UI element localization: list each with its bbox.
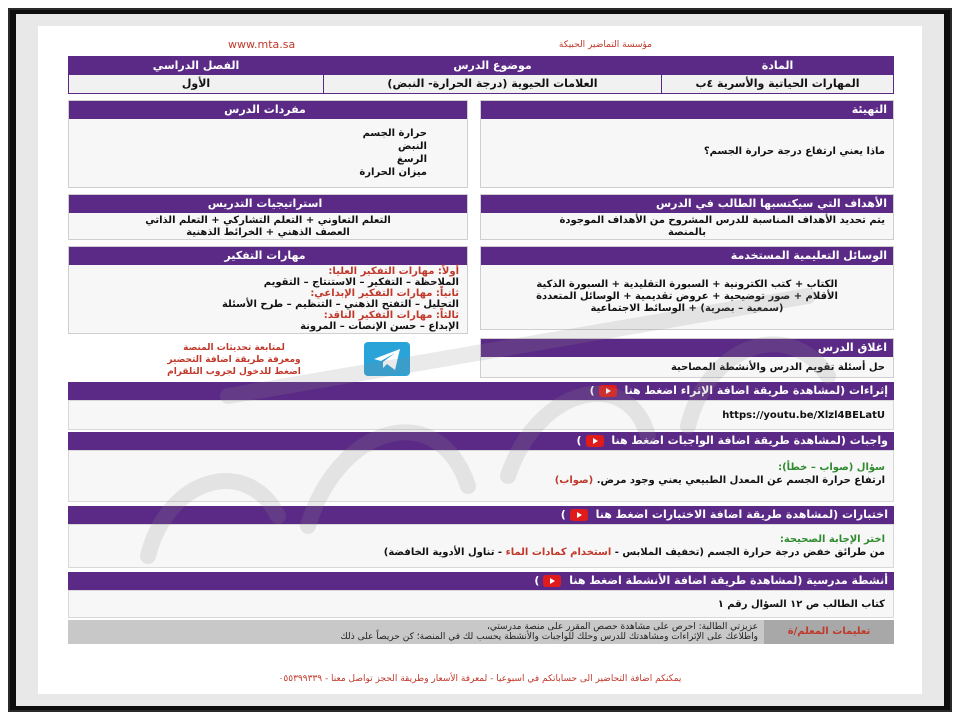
tests-bar[interactable]: اختبارات (لمشاهدة طريقة اضافة الاختبارات اضغط هنا ) <box>68 506 894 524</box>
vocab-item: حرارة الجسم <box>362 128 427 139</box>
youtube-icon[interactable] <box>570 509 588 521</box>
enrichment-title: إثراءات (لمشاهدة طريقة اضافة الإثراء اضغط هنا <box>624 384 888 397</box>
telegram-promo-line: اضغط للدخول لجروب التلقرام <box>167 367 301 377</box>
homework-question-label: سؤال (صواب – خطأ): <box>778 462 885 473</box>
org-name: مؤسسة التماضير الحبيكة <box>558 40 652 50</box>
teacher-notes-line: عزيزتي الطالبة: احرص على مشاهدة حصص المقرر على منصة مدرستي، <box>486 622 758 632</box>
youtube-icon[interactable] <box>543 575 561 587</box>
vocab-item: النبض <box>398 141 427 152</box>
homework-answer: (صواب) <box>554 475 594 486</box>
strategies-line: العصف الذهني + الخرائط الذهنية <box>186 227 350 238</box>
intro-title: التهيئة <box>481 101 893 119</box>
activities-text: كتاب الطالب ص ١٢ السؤال رقم ١ <box>717 599 885 610</box>
vocab-item: ميزان الحرارة <box>359 167 427 178</box>
strategies-title: استراتيجيات التدريس <box>69 195 467 213</box>
activities-body <box>68 590 894 618</box>
youtube-icon[interactable] <box>599 385 617 397</box>
teacher-notes-row <box>68 620 894 644</box>
site-link[interactable]: www.mta.sa <box>228 38 296 51</box>
teacher-notes-label: تعليمات المعلم/ة <box>764 620 894 644</box>
telegram-promo-line: لمتابعة تحديثات المنصة <box>183 343 285 353</box>
topic-value: العلامات الحيوية (درجة الحرارة- النبض) <box>324 75 661 93</box>
strategies-line: التعلم التعاوني + التعلم التشاركي + التعلم الذاتي <box>145 215 391 226</box>
tests-question-start: من طرائق خفض درجة حرارة الجسم (تخفيف الملابس - <box>614 547 885 558</box>
homework-bar[interactable]: واجبات (لمشاهدة طريقة اضافة الواجبات اضغط هنا ) <box>68 432 894 450</box>
vocab-box <box>68 100 468 188</box>
objectives-text-2: بالمنصة <box>668 227 706 238</box>
thinking-box <box>68 246 468 334</box>
telegram-promo[interactable] <box>134 342 334 378</box>
homework-question-text: ارتفاع حرارة الجسم عن المعدل الطبيعي يعني وجود مرض. <box>596 475 885 486</box>
enrichment-link[interactable]: https://youtu.be/Xlzl4BELatU <box>722 410 885 421</box>
thinking-heading-2: ثانياً: مهارات التفكير الإبداعي: <box>310 288 459 299</box>
term-column <box>69 57 323 93</box>
intro-text: ماذا يعني ارتفاع درجة حرارة الجسم؟ <box>703 146 885 157</box>
teacher-notes-line: واطلاعك على الإثراءات ومشاهدتك للدرس وحلك للواجبات والأنشطة يحسب لك في المنصة؛ كن حريصاً على ذلك <box>340 632 758 642</box>
homework-body <box>68 450 894 502</box>
tools-line: الكتاب + كتب الكترونية + السبورة التقليدية + السبورة الذكية <box>536 279 838 290</box>
topic-column <box>323 57 661 93</box>
activities-bar[interactable]: أنشطة مدرسية (لمشاهدة طريقة اضافة الأنشطة اضغط هنا ) <box>68 572 894 590</box>
thinking-heading-1: أولاً: مهارات التفكير العليا: <box>328 266 459 277</box>
lesson-header-table <box>68 56 894 94</box>
activities-title: أنشطة مدرسية (لمشاهدة طريقة اضافة الأنشطة اضغط هنا <box>569 574 888 587</box>
thinking-line-2: التحليل – التفتح الذهني – التنظيم – طرح الأسئلة <box>221 299 459 310</box>
thinking-title: مهارات التفكير <box>69 247 467 265</box>
closing-title: اغلاق الدرس <box>481 339 893 357</box>
tests-question-end: - تناول الأدوية الخافضة) <box>383 547 503 558</box>
thinking-heading-3: ثالثاً: مهارات التفكير الناقد: <box>323 310 459 321</box>
vocab-title: مفردات الدرس <box>69 101 467 119</box>
tools-title: الوسائل التعليمية المستخدمة <box>481 247 893 265</box>
tools-line: (سمعية – بصرية) + الوسائط الاجتماعية <box>590 303 784 314</box>
thinking-line-1: الملاحظة – التفكير – الاستنتاج – التقويم <box>263 277 459 288</box>
closing-box <box>480 338 894 378</box>
objectives-text: يتم تحديد الأهداف المناسبة للدرس المشروح من الأهداف الموجودة <box>559 215 885 226</box>
term-label: الفصل الدراسي <box>69 57 323 75</box>
document-page <box>38 26 922 694</box>
term-value: الأول <box>69 75 323 93</box>
telegram-promo-line: ومعرفة طريقة اضافة التحضير <box>167 355 301 365</box>
top-line <box>38 36 922 52</box>
homework-title: واجبات (لمشاهدة طريقة اضافة الواجبات اضغط هنا <box>611 434 888 447</box>
subject-label: المادة <box>662 57 893 75</box>
teacher-notes-text <box>72 622 758 642</box>
subject-value: المهارات الحياتية والأسرية ٤ب <box>662 75 893 93</box>
objectives-box <box>480 194 894 240</box>
youtube-icon[interactable] <box>586 435 604 447</box>
tools-line: الأقلام + صور توضيحية + عروض تقديمية + الوسائل المتعددة <box>536 291 838 302</box>
tests-body <box>68 524 894 568</box>
thinking-line-3: الإبداع – حسن الإنصات – المرونة <box>300 321 459 332</box>
tests-title: اختبارات (لمشاهدة طريقة اضافة الاختبارات اضغط هنا <box>595 508 888 521</box>
topic-label: موضوع الدرس <box>324 57 661 75</box>
footer-text: يمكنكم اضافة التحاضير الى حساباتكم في اسبوعيا - لمعرفة الأسعار وطريقة الحجز تواصل معنا - ٠٥٥٣٩٩٣٣٩ <box>278 674 682 684</box>
tests-answer: استخدام كمادات الماء <box>505 547 612 558</box>
enrichment-bar[interactable]: إثراءات (لمشاهدة طريقة اضافة الإثراء اضغط هنا ) <box>68 382 894 400</box>
tools-box <box>480 246 894 330</box>
intro-box <box>480 100 894 188</box>
telegram-icon[interactable] <box>364 342 410 376</box>
strategies-box <box>68 194 468 240</box>
subject-column <box>661 57 893 93</box>
closing-text: حل أسئلة تقويم الدرس والأنشطة المصاحبة <box>670 362 885 373</box>
objectives-title: الأهداف التي سيكتسبها الطالب في الدرس <box>481 195 893 213</box>
vocab-item: الرسغ <box>396 154 427 165</box>
tests-label: اختر الإجابة الصحيحة: <box>779 534 885 545</box>
enrichment-body <box>68 400 894 430</box>
